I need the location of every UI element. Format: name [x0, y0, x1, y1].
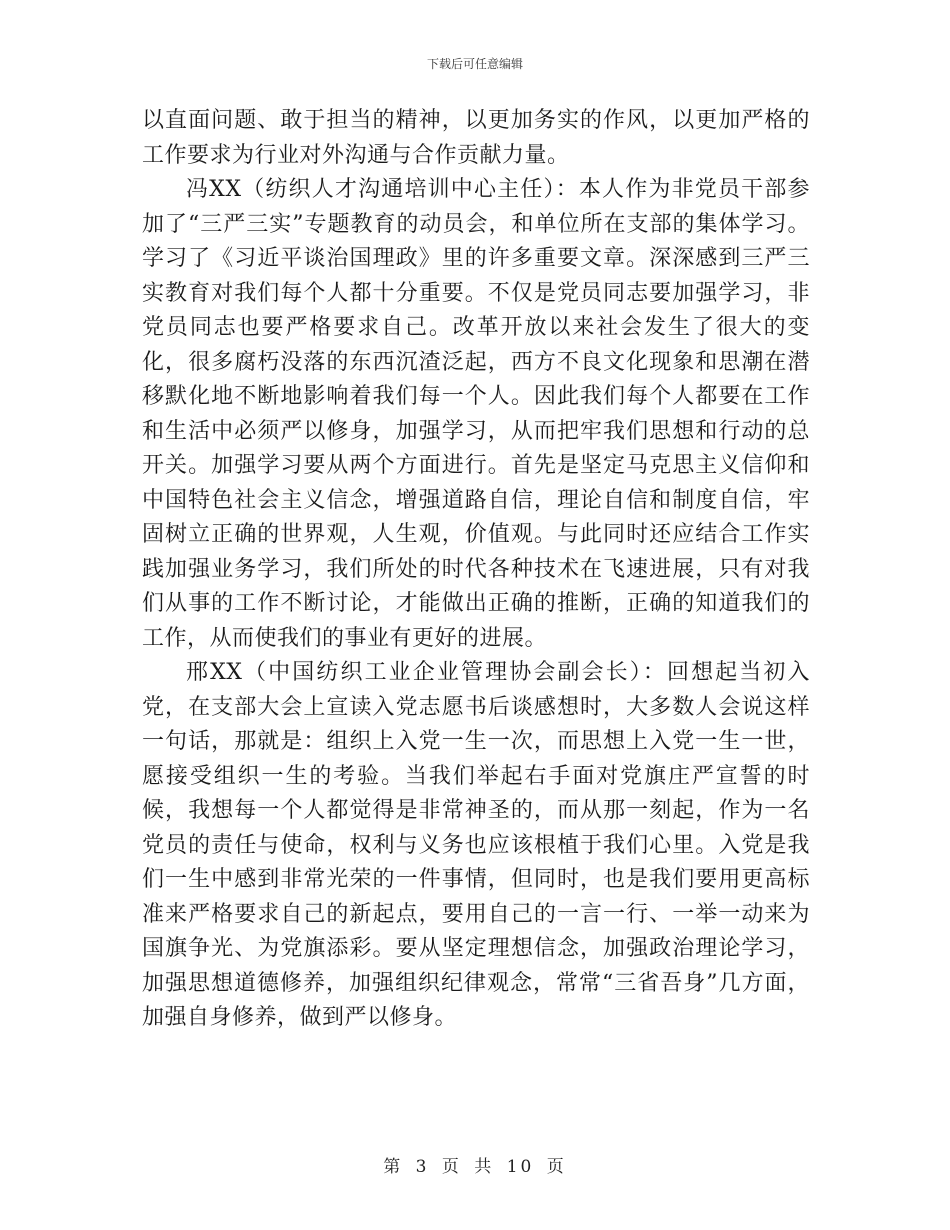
- page-number-footer: 第 3 页 共 10 页: [383, 1157, 567, 1177]
- document-body: [142, 104, 810, 1036]
- paragraph-continuation: 以直面问题、敢于担当的精神，以更加务实的作风，以更加严格的工作要求为行业对外沟通与合作贡献力量。: [142, 108, 810, 168]
- page-header: 下载后可任意编辑: [426, 57, 523, 71]
- paragraph-xing: 邢XX（中国纺织工业企业管理协会副会长）：回想起当初入党，在支部大会上宣读入党志愿书后谈感想时，大多数人会说这样一句话，那就是：组织上入党一生一次，而思想上入党一生一世，愿接受组织一生的考验。当我们举起右手面对党旗庄严宣誓的时候，我想每一个人都觉得是非常神圣的，而从那一刻起，作为一名党员的责任与使命，权利与义务也应该根植于我们心里。入党是我们一生中感到非常光荣的一件事情，但同时，也是我们要用更高标准来严格要求自己的新起点，要用自己的一言一行、一举一动来为国旗争光、为党旗添彩。要从坚定理想信念，加强政治理论学习，加强思想道德修养，加强组织纪律观念，常常“三省吾身”几方面，加强自身修养，做到严以修身。: [142, 660, 810, 1030]
- paragraph-feng: 冯XX（纺织人才沟通培训中心主任）：本人作为非党员干部参加了“三严三实”专题教育的动员会，和单位所在支部的集体学习。学习了《习近平谈治国理政》里的许多重要文章。深深感到三严三实教育对我们每个人都十分重要。不仅是党员同志要加强学习，非党员同志也要严格要求自己。改革开放以来社会发生了很大的变化，很多腐朽没落的东西沉渣泛起，西方不良文化现象和思潮在潜移默化地不断地影响着我们每一个人。因此我们每个人都要在工作和生活中必须严以修身，加强学习，从而把牢我们思想和行动的总开关。加强学习要从两个方面进行。首先是坚定马克思主义信仰和中国特色社会主义信念，增强道路自信，理论自信和制度自信，牢固树立正确的世界观，人生观，价值观。与此同时还应结合工作实践加强业务学习，我们所处的时代各种技术在飞速进展，只有对我们从事的工作不断讨论，才能做出正确的推断，正确的知道我们的工作，从而使我们的事业有更好的进展。: [142, 177, 810, 651]
